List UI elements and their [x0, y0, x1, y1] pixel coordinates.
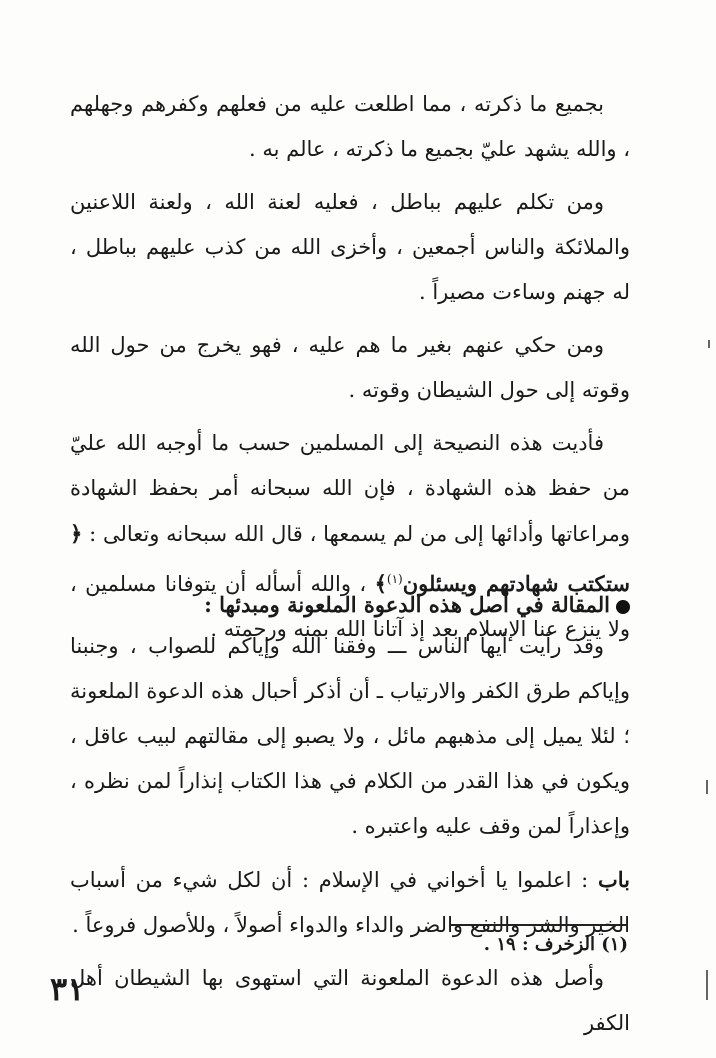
page-number: ٣١	[50, 970, 85, 1008]
section-heading-text: المقالة في أصل هذه الدعوة الملعونة ومبدئها :	[204, 592, 610, 617]
scan-mark	[706, 780, 708, 794]
quran-quote-end: ﴾	[374, 571, 387, 596]
paragraph-3: ومن حكي عنهم بغير ما هم عليه ، فهو يخرج من حول الله وقوته إلى حول الشيطان وقوته .	[70, 333, 630, 402]
footnote: (١) الزخرف : ١٩ .	[483, 934, 628, 955]
paragraph-6-text: : اعلموا يا أخواني في الإسلام : أن لكل شيء من أسباب الخير والشر والنفع والضر والداء والدواء أصولاً ، وللأصول فروعاً .	[70, 868, 630, 937]
bullet-icon	[616, 600, 630, 614]
footnote-ref: (١)	[386, 572, 403, 586]
scan-mark	[708, 340, 710, 348]
section-heading	[70, 585, 630, 625]
chapter-label: باب	[597, 867, 630, 892]
quran-quote: ﴿ ستكتب شهادتهم ويسئلون	[70, 521, 630, 596]
lower-text-block	[70, 624, 630, 1046]
paragraph-4-end: ، والله أسأله أن يتوفانا مسلمين ، ولا ينزع عنا الإسلام بعد إذ آتانا الله بمنه ورحمته .	[70, 572, 630, 641]
paragraph-7: وأصل هذه الدعوة الملعونة التي استهوى بها الشيطان أهل الكفر	[70, 966, 630, 1035]
upper-text-block	[70, 82, 630, 652]
paragraph-5: وقد رأيت أيها الناس ـــ وفقنا الله وإياكم للصواب ، وجنبنا وإياكم طرق الكفر والارتياب ـ أن أذكر أحبال هذه الدعوة الملعونة ؛ لئلا يميل إلى مذهبهم مائل ، ولا يصبو إلى مقالتهم لبيب عاقل ، ويكون في هذا القدر من الكلام في هذا الكتاب إنذاراً لمن نظره ، وإعذاراً لمن وقف عليه واعتبره .	[70, 634, 630, 838]
paragraph-2: ومن تكلم عليهم بباطل ، فعليه لعنة الله ، ولعنة اللاعنين والملائكة والناس أجمعين ، وأخزى الله من كذب عليهم بباطل ، له جهنم وساءت مصيراً .	[70, 190, 630, 304]
scan-mark	[706, 970, 708, 1000]
footnote-divider	[450, 924, 628, 926]
paragraph-4-start: فأديت هذه النصيحة إلى المسلمين حسب ما أوجبه الله عليّ من حفظ هذه الشهادة ، فإن الله سبحانه أمر بحفظ الشهادة ومراعاتها وأدائها إلى من لم يسمعها ، قال الله سبحانه وتعالى :	[70, 431, 630, 546]
paragraph-1: بجميع ما ذكرته ، مما اطلعت عليه من فعلهم وكفرهم وجهلهم ، والله يشهد عليّ بجميع ما ذكرته ، عالم به .	[70, 92, 630, 161]
